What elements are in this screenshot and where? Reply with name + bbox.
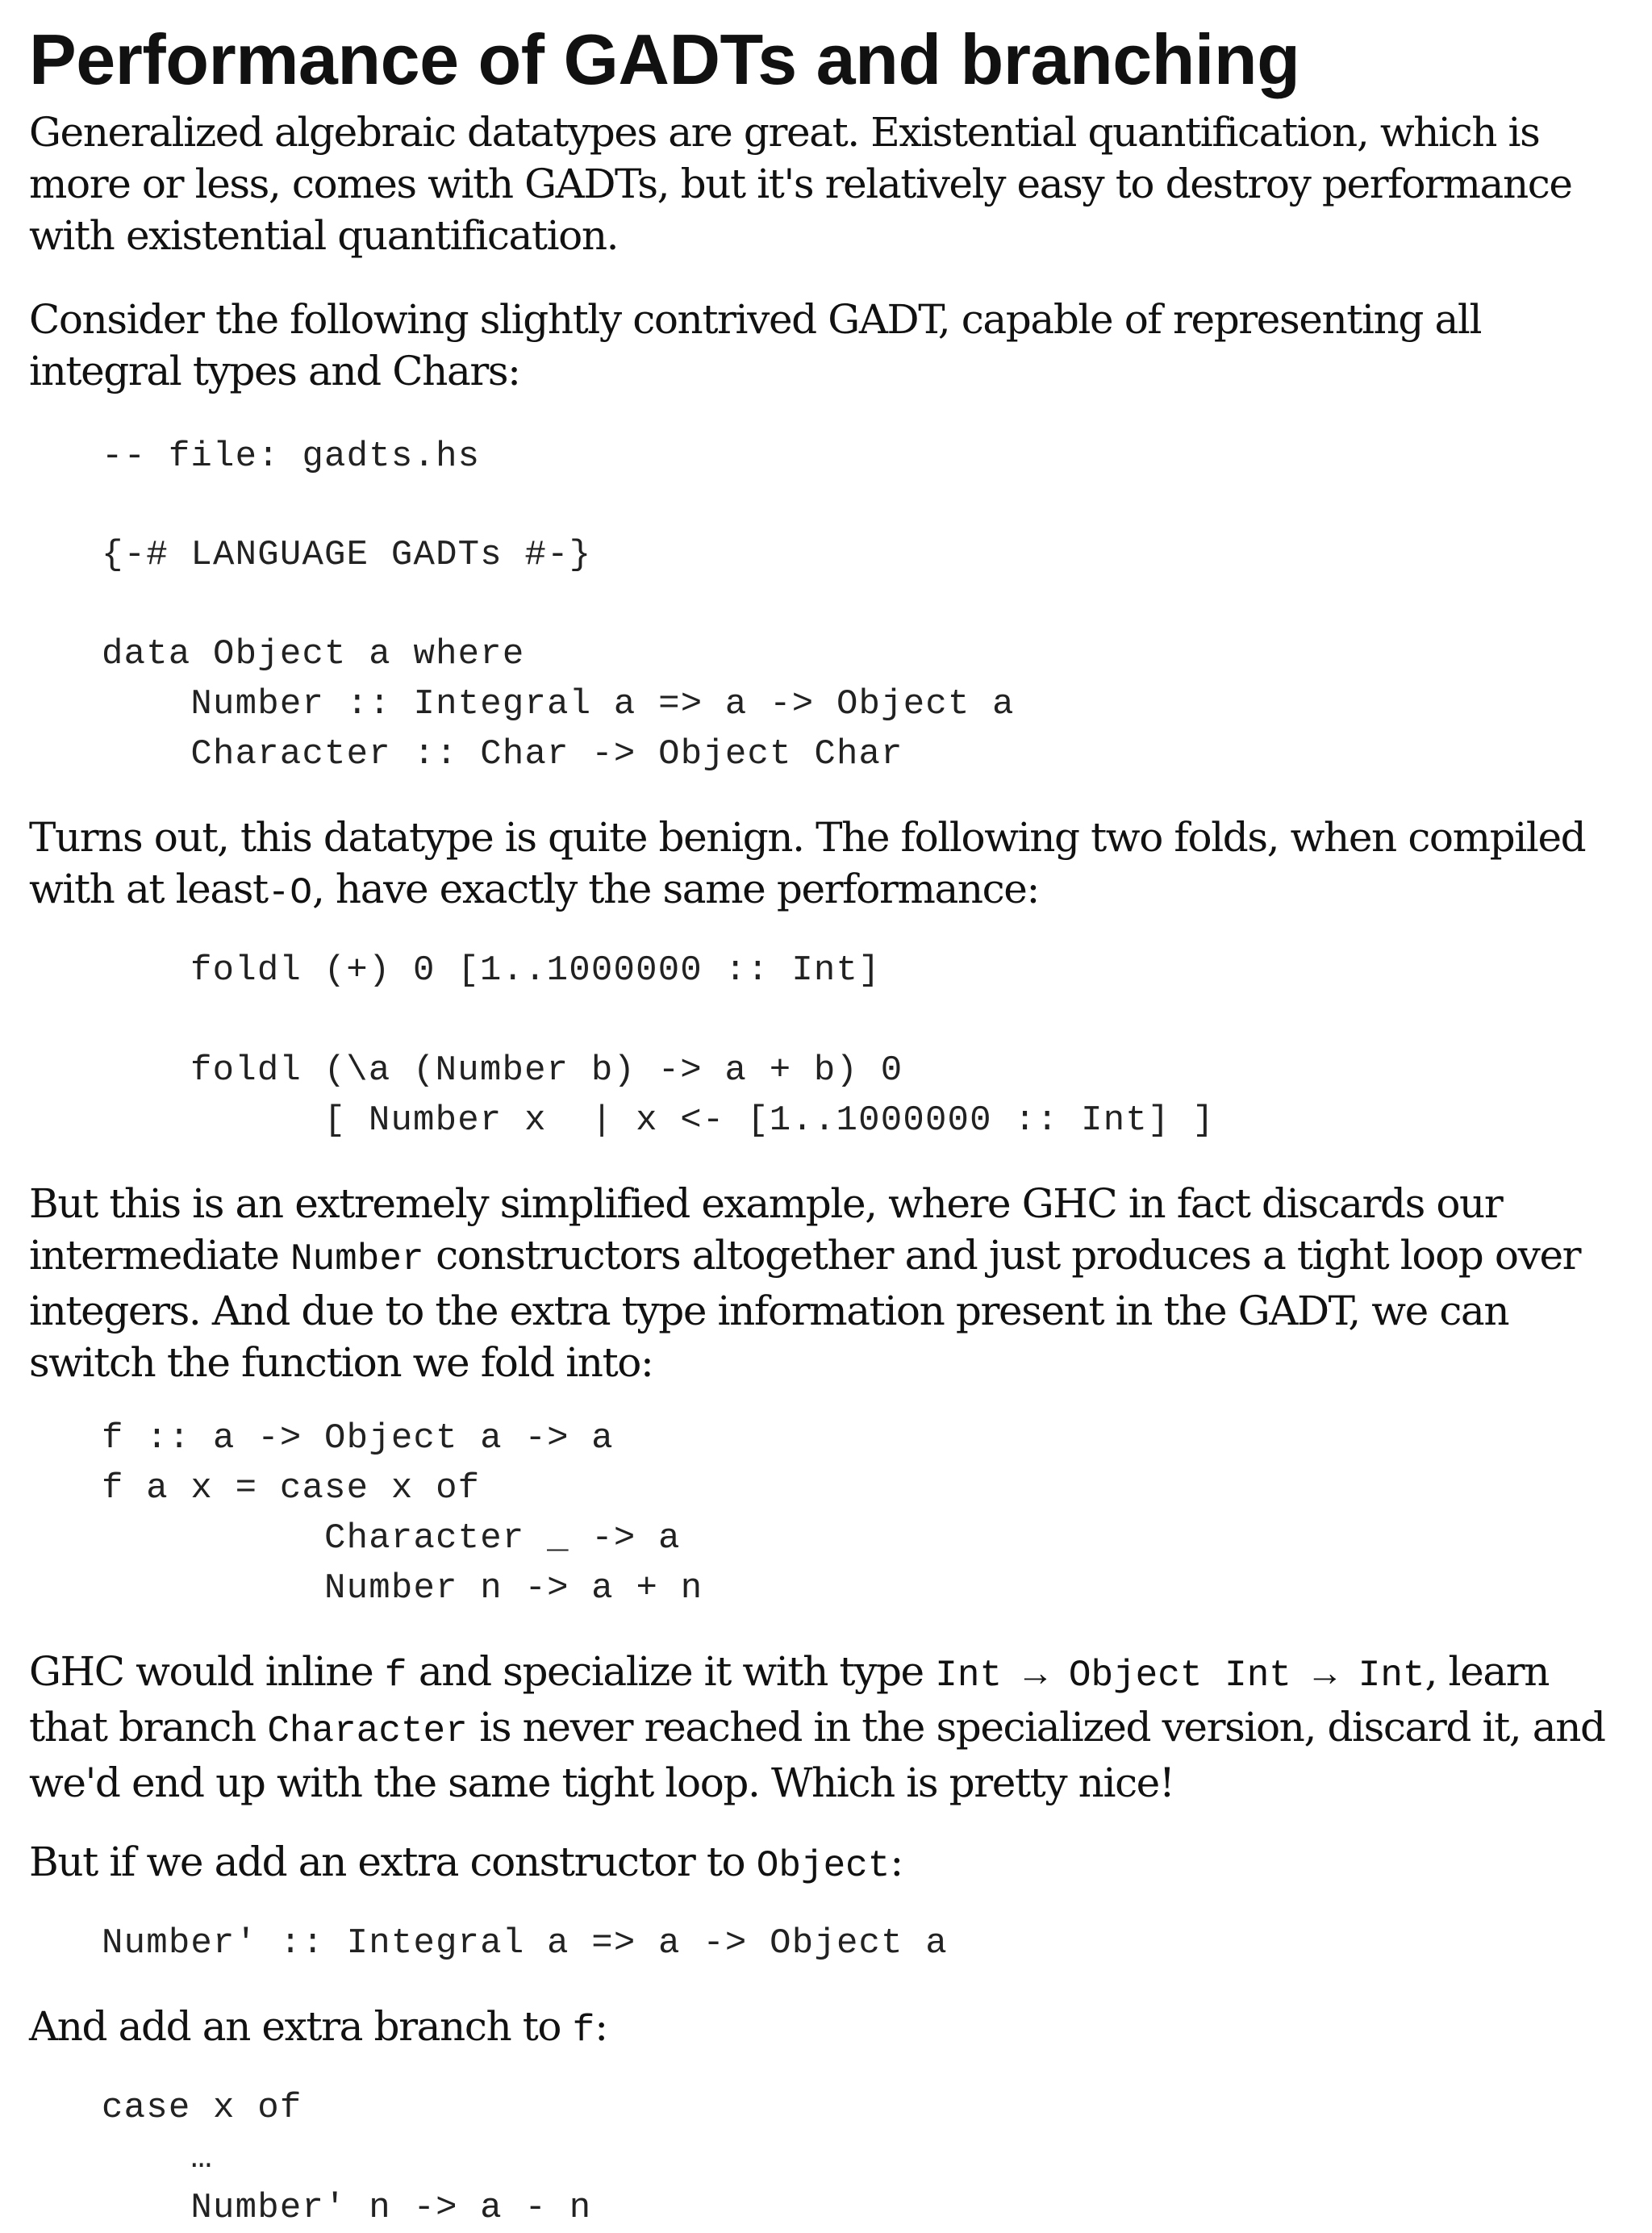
text-run: , have exactly the same performance: [311, 866, 1039, 912]
text-run: But if we add an extra constructor to [29, 1839, 757, 1885]
text-run: : [890, 1839, 903, 1885]
code-line: [ Number x | x <- [1..1000000 :: Int] ] [190, 1100, 1215, 1141]
folds-paragraph [29, 812, 1634, 919]
text-run: : [594, 2003, 607, 2050]
text-run: But this is an extremely simplified example, where GHC in fact discards our intermediate [29, 1180, 1503, 1279]
text-run: constructors altogether and just produces a tight loop over integers. And due to the extra type information present in the GADT, we can switch the function we fold into: [29, 1232, 1581, 1386]
code-line: f :: a -> Object a -> a [102, 1418, 614, 1459]
intro-paragraph: Generalized algebraic datatypes are great. Existential quantification, which is more or less, comes with GADTs, but it's relatively easy to destroy performance with existential quantification. [29, 109, 1572, 259]
text-run: Turns out, this datatype is quite benign. The following two folds, when compiled with at least [29, 814, 1586, 912]
inline-code: -O [267, 872, 312, 914]
inline-code: f [572, 2010, 595, 2051]
text-run: is never reached in the specialized version, discard it, and we'd end up with the same tight loop. Which is pretty nice! [29, 1704, 1605, 1806]
code-line: Character :: Char -> Object Char [102, 734, 903, 774]
code-line: Number' :: Integral a => a -> Object a [102, 1923, 948, 1964]
inline-code: Character [267, 1710, 468, 1752]
code-line: -- file: gadts.hs [102, 436, 481, 477]
code-line: foldl (+) 0 [1..1000000 :: Int] [190, 950, 881, 991]
code-line: case x of [102, 2088, 302, 2128]
extra-constructor-paragraph [29, 1836, 1634, 1892]
code-line: Number n -> a + n [102, 1568, 703, 1609]
text-run: , learn that branch [29, 1648, 1550, 1751]
simplified-example-paragraph [29, 1178, 1634, 1388]
gadt-intro-paragraph: Consider the following slightly contrived GADT, capable of representing all integral types and Chars: [29, 296, 1482, 394]
inlining-paragraph [29, 1646, 1634, 1809]
text-run: GHC would inline [29, 1648, 385, 1695]
code-line: … [102, 2138, 214, 2178]
code-line: {-# LANGUAGE GADTs #-} [102, 535, 592, 575]
inline-code: Number [290, 1238, 424, 1280]
inline-code: Object [756, 1845, 891, 1887]
code-line: f a x = case x of [102, 1468, 481, 1509]
code-line: Character _ -> a [102, 1518, 681, 1559]
code-line: Number :: Integral a => a -> Object a [102, 684, 1015, 724]
inline-code: f [384, 1655, 407, 1697]
text-run: and specialize it with type [407, 1648, 936, 1695]
inline-code: Int → Object Int → Int [935, 1655, 1425, 1697]
code-line: foldl (\a (Number b) -> a + b) 0 [190, 1050, 903, 1091]
page-title: Performance of GADTs and branching [29, 19, 1300, 99]
code-line: data Object a where [102, 634, 525, 674]
extra-branch-paragraph [29, 2001, 1634, 2056]
code-line: Number' n -> a - n [102, 2188, 592, 2228]
text-run: And add an extra branch to [29, 2003, 573, 2050]
